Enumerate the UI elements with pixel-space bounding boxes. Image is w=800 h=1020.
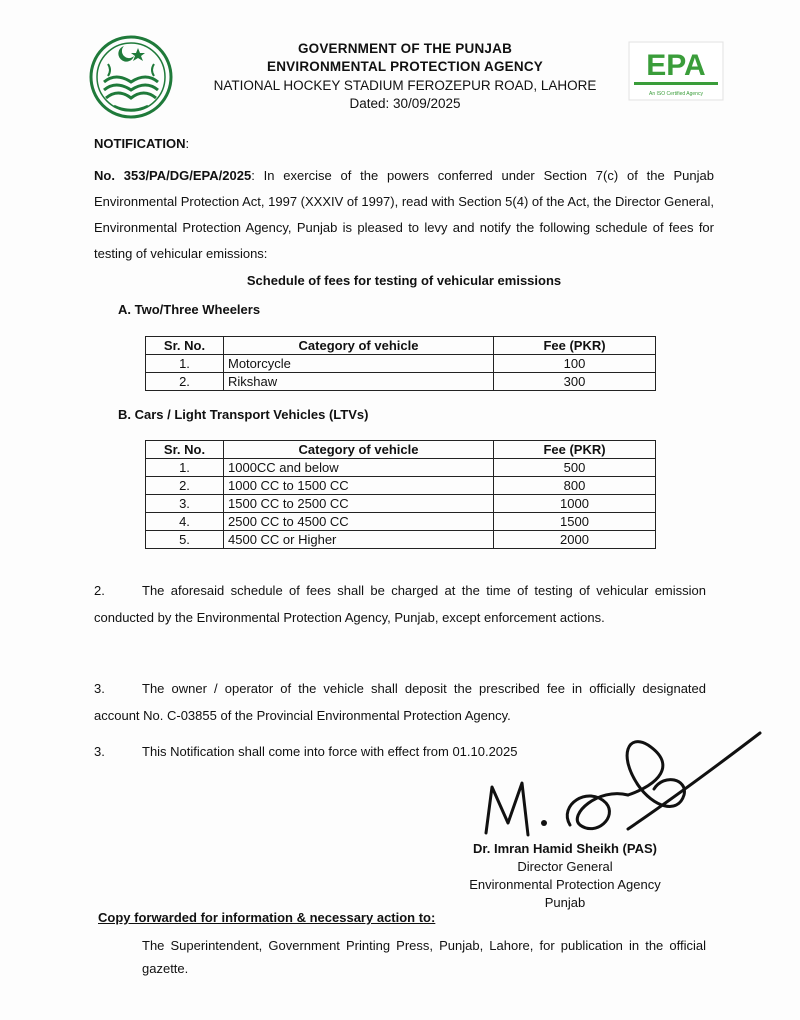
table-cell-category: 2500 CC to 4500 CC (224, 513, 494, 531)
table-row (146, 513, 656, 531)
paragraph-text: The owner / operator of the vehicle shall deposit the prescribed fee in officially designated account No. C-03855 of the Provincial Environmental Protection Agency. (94, 681, 706, 723)
epa-logo-tagline: An ISO Certified Agency (649, 91, 703, 97)
header-agency-title: ENVIRONMENTAL PROTECTION AGENCY (267, 59, 543, 74)
table-cell-fee: 1000 (494, 495, 656, 513)
paragraph-2 (94, 577, 706, 631)
punjab-government-logo-icon (86, 32, 176, 122)
table-cell-category: 1000CC and below (224, 459, 494, 477)
table-row (146, 373, 656, 391)
table-cell-sr-no: 3. (146, 495, 224, 513)
table-cell-fee: 1500 (494, 513, 656, 531)
table-header-row (146, 441, 656, 459)
table-cell-sr-no: 5. (146, 531, 224, 549)
column-header-sr-no: Sr. No. (146, 441, 224, 459)
paragraph-number: 3. (94, 681, 105, 696)
table-row (146, 355, 656, 373)
two-three-wheelers-fee-table (145, 336, 656, 391)
table-cell-fee: 2000 (494, 531, 656, 549)
paragraph-3 (94, 675, 706, 729)
signatory-designation: Director General (517, 859, 613, 874)
header-address: NATIONAL HOCKEY STADIUM FEROZEPUR ROAD, LAHORE (213, 78, 597, 93)
notification-body (94, 163, 714, 267)
table-cell-fee: 500 (494, 459, 656, 477)
paragraph-text: The aforesaid schedule of fees shall be charged at the time of testing of vehicular emission conducted by the Environmental Protection Agency, Punjab, except enforcement actions. (94, 583, 706, 625)
cars-ltv-fee-table (145, 440, 656, 549)
table-cell-fee: 800 (494, 477, 656, 495)
schedule-title: Schedule of fees for testing of vehicular emissions (246, 273, 562, 288)
header-government-title: GOVERNMENT OF THE PUNJAB (297, 41, 513, 56)
signatory-location: Punjab (544, 895, 586, 910)
section-b-title: B. Cars / Light Transport Vehicles (LTVs) (118, 407, 369, 422)
letterhead (0, 38, 800, 128)
signatory-name: Dr. Imran Hamid Sheikh (PAS) (473, 841, 657, 856)
table-cell-category: Rikshaw (224, 373, 494, 391)
notification-text: : In exercise of the powers conferred under Section 7(c) of the Punjab Environmental Protection Act, 1997 (XXXIV of 1997), read with Section 5(4) of the Act, the Director General, Environmental Protection Agency, Punjab is pleased to levy and notify the following schedule of fees for testing of vehicular emissions: (94, 168, 714, 261)
paragraph-number: 2. (94, 583, 105, 598)
notification-reference: No. 353/PA/DG/EPA/2025 (94, 168, 252, 183)
table-cell-category: 1500 CC to 2500 CC (224, 495, 494, 513)
table-cell-sr-no: 2. (146, 477, 224, 495)
table-row (146, 477, 656, 495)
table-cell-sr-no: 4. (146, 513, 224, 531)
paragraph-text: This Notification shall come into force with effect from 01.10.2025 (142, 744, 518, 759)
table-cell-category: Motorcycle (224, 355, 494, 373)
notification-title: NOTIFICATION: (94, 136, 190, 151)
signatory-organization: Environmental Protection Agency (469, 877, 661, 892)
table-cell-fee: 300 (494, 373, 656, 391)
table-cell-sr-no: 1. (146, 459, 224, 477)
epa-logo-icon (628, 41, 724, 101)
table-row (146, 531, 656, 549)
table-cell-fee: 100 (494, 355, 656, 373)
table-cell-sr-no: 2. (146, 373, 224, 391)
header-date: Dated: 30/09/2025 (349, 96, 461, 111)
column-header-category: Category of vehicle (224, 441, 494, 459)
table-cell-sr-no: 1. (146, 355, 224, 373)
epa-logo-text: EPA (646, 49, 706, 82)
column-header-fee: Fee (PKR) (494, 441, 656, 459)
paragraph-number: 3. (94, 744, 105, 759)
column-header-category: Category of vehicle (224, 337, 494, 355)
copy-forwarded-body: The Superintendent, Government Printing Press, Punjab, Lahore, for publication in the official gazette. (142, 938, 706, 976)
table-cell-category: 4500 CC or Higher (224, 531, 494, 549)
copy-forwarded-heading: Copy forwarded for information & necessary action to: (98, 910, 436, 925)
table-row (146, 459, 656, 477)
table-header-row (146, 337, 656, 355)
signatory-block (430, 840, 700, 912)
column-header-sr-no: Sr. No. (146, 337, 224, 355)
column-header-fee: Fee (PKR) (494, 337, 656, 355)
table-cell-category: 1000 CC to 1500 CC (224, 477, 494, 495)
handwritten-signature-icon (478, 725, 768, 855)
section-a-title: A. Two/Three Wheelers (118, 302, 261, 317)
table-row (146, 495, 656, 513)
